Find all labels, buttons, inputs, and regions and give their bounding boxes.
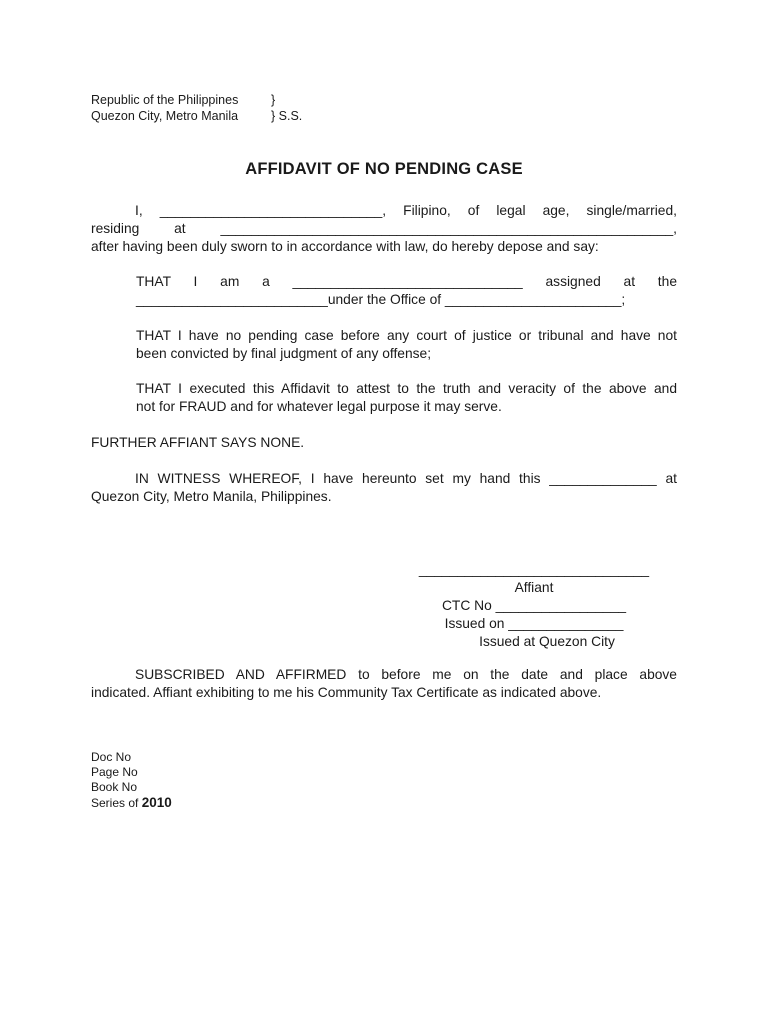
affiant-signature-block (400, 561, 668, 651)
that2-line-1: THAT I have no pending case before any court of justice or tribunal and have not (136, 328, 677, 343)
page-no: Page No (91, 765, 138, 779)
signature-line: ______________________________ (418, 562, 650, 577)
that3-line-1: THAT I executed this Affidavit to attest to the truth and veracity of the above and (136, 381, 677, 396)
witness-line-2: Quezon City, Metro Manila, Philippines. (91, 489, 332, 504)
that1-line-2: _________________________under the Office of _______________________; (136, 292, 626, 307)
book-no: Book No (91, 780, 138, 794)
series-row (91, 795, 172, 811)
doc-no: Doc No (91, 750, 132, 764)
that2-line-2: been convicted by final judgment of any offense; (136, 346, 432, 361)
affiant-label: Affiant (514, 580, 554, 595)
intro-paragraph (91, 202, 677, 256)
that-no-case-paragraph (136, 327, 677, 363)
intro-line-2: residing at ___________________________________________________________, (91, 221, 677, 236)
issued-on: Issued on _______________ (444, 616, 624, 631)
series-label: Series of (91, 796, 139, 810)
venue-row-city (91, 108, 302, 124)
subscribed-line-2: indicated. Affiant exhibiting to me his Community Tax Certificate as indicated above. (91, 685, 602, 700)
venue-ss: } S.S. (271, 109, 303, 123)
ctc-number: CTC No _________________ (441, 598, 627, 613)
intro-line-1: I, _____________________________, Filipino, of legal age, single/married, (135, 203, 677, 218)
series-year: 2010 (141, 795, 172, 810)
notarial-register (91, 750, 172, 811)
further-affiant-line: FURTHER AFFIANT SAYS NONE. (91, 435, 305, 450)
that-purpose-paragraph (136, 380, 677, 416)
venue-block (91, 92, 302, 124)
that-position-paragraph (136, 273, 677, 309)
intro-line-3: after having been duly sworn to in accordance with law, do hereby depose and say: (91, 239, 599, 254)
issued-at: Issued at Quezon City (479, 634, 615, 649)
subscribed-line-1: SUBSCRIBED AND AFFIRMED to before me on the date and place above (135, 667, 677, 682)
that3-line-2: not for FRAUD and for whatever legal purpose it may serve. (136, 399, 502, 414)
venue-brace: } (271, 93, 276, 107)
venue-row-country (91, 92, 302, 108)
subscribed-paragraph (91, 666, 677, 702)
venue-country: Republic of the Philippines (91, 93, 239, 107)
that1-line-1: THAT I am a ______________________________ assigned at the (136, 274, 677, 289)
document-title: AFFIDAVIT OF NO PENDING CASE (245, 160, 523, 178)
venue-city: Quezon City, Metro Manila (91, 109, 239, 123)
witness-line-1: IN WITNESS WHEREOF, I have hereunto set my hand this ______________ at (135, 471, 677, 486)
witness-paragraph (91, 470, 677, 506)
